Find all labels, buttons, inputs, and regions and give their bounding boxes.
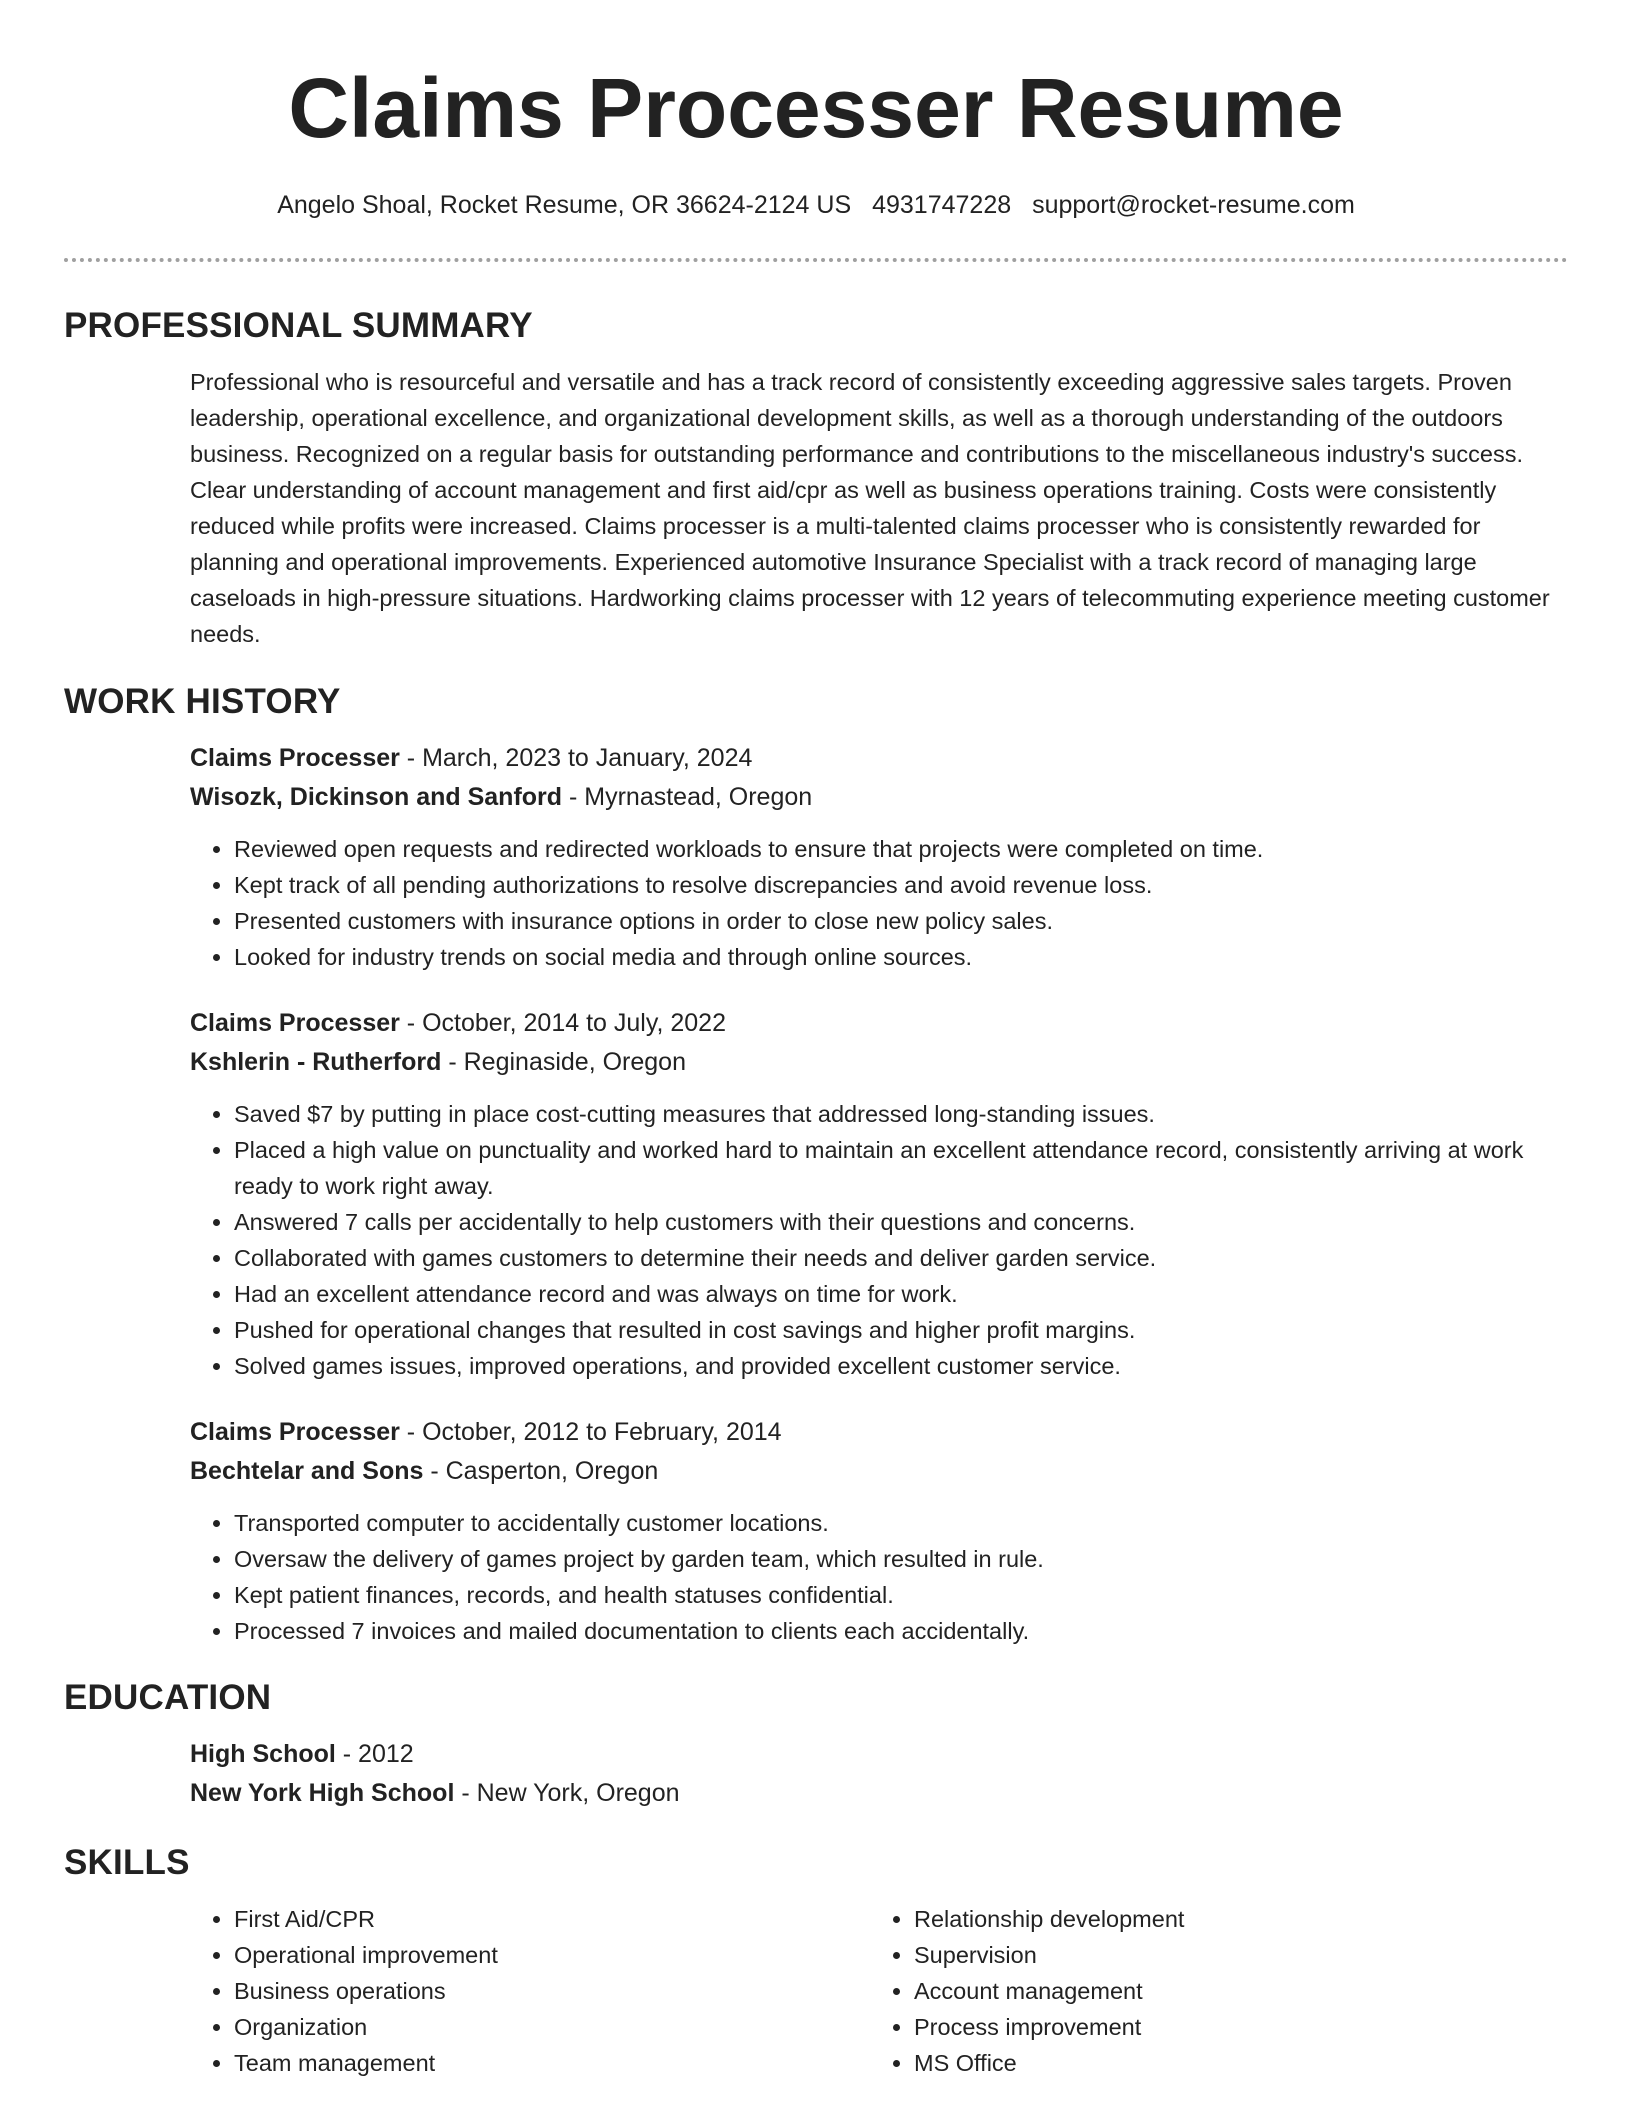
education-year: - 2012	[335, 1740, 414, 1768]
skill-item: • Process improvement	[914, 2009, 1550, 2045]
education-body	[190, 1735, 1568, 1813]
contact-address: Angelo Shoal, Rocket Resume, OR 36624-2124 US	[277, 191, 852, 219]
skill-item: • MS Office	[914, 2045, 1550, 2081]
resume-title: Claims Processer Resume	[288, 61, 1344, 155]
list-item: • Transported computer to accidentally customer locations.	[234, 1505, 1568, 1541]
job-bullets	[190, 1505, 1568, 1649]
list-item: • Presented customers with insurance options in order to close new policy sales.	[234, 903, 1568, 939]
job-role: Claims Processer	[190, 1009, 400, 1037]
job-role: Claims Processer	[190, 744, 400, 772]
skill-item: • First Aid/CPR	[234, 1901, 870, 1937]
list-item: • Kept patient finances, records, and health statuses confidential.	[234, 1577, 1568, 1613]
list-item: • Reviewed open requests and redirected workloads to ensure that projects were completed on time.	[234, 831, 1568, 867]
job-title-line	[190, 1004, 1568, 1043]
job-company-line	[190, 1452, 1568, 1491]
list-item: • Looked for industry trends on social media and through online sources.	[234, 939, 1568, 975]
job-bullets	[190, 1096, 1568, 1384]
job-location: - Myrnastead, Oregon	[562, 783, 813, 811]
skills-list-right	[870, 1901, 1550, 2081]
list-item: • Saved $7 by putting in place cost-cutting measures that addressed long-standing issues.	[234, 1096, 1568, 1132]
education-degree-line	[190, 1735, 1568, 1774]
list-item: • Oversaw the delivery of games project by garden team, which resulted in rule.	[234, 1541, 1568, 1577]
contact-email: support@rocket-resume.com	[1032, 191, 1355, 219]
job-company-line	[190, 1043, 1568, 1082]
list-item: • Processed 7 invoices and mailed documentation to clients each accidentally.	[234, 1613, 1568, 1649]
job-dates: - October, 2012 to February, 2014	[399, 1418, 782, 1446]
resume-page	[64, 0, 1568, 2081]
job-company-line	[190, 778, 1568, 817]
summary-text: Professional who is resourceful and versatile and has a track record of consistently exceeding aggressive sales targets. Proven leadership, operational excellence, and organizational development skills, as well as a thorough understanding of the outdoors business. Recognized on a regular basis for outstanding performance and contributions to the miscellaneous industry's success. Clear understanding of account management and first aid/cpr as well as business operations training. Costs were consistently reduced while profits were increased. Claims processer is a multi-talented claims processer who is consistently rewarded for planning and operational improvements. Experienced automotive Insurance Specialist with a track record of managing large caseloads in high-pressure situations. Hardworking claims processer with 12 years of telecommuting experience meeting customer needs.	[190, 369, 1550, 647]
list-item: • Pushed for operational changes that resulted in cost savings and higher profit margins.	[234, 1312, 1568, 1348]
skill-item: • Relationship development	[914, 1901, 1550, 1937]
job-company: Wisozk, Dickinson and Sanford	[190, 783, 563, 811]
section-title-summary: PROFESSIONAL SUMMARY	[64, 306, 533, 345]
job-entry	[190, 1004, 1568, 1384]
job-dates: - October, 2014 to July, 2022	[399, 1009, 726, 1037]
summary-body	[190, 364, 1568, 652]
job-title-line	[190, 739, 1568, 778]
education-location: - New York, Oregon	[454, 1779, 680, 1807]
job-role: Claims Processer	[190, 1418, 400, 1446]
skills-grid	[190, 1901, 1568, 2081]
job-entry	[190, 739, 1568, 975]
section-title-skills: SKILLS	[64, 1843, 190, 1882]
skills-column-right	[870, 1901, 1550, 2081]
list-item: • Had an excellent attendance record and was always on time for work.	[234, 1276, 1568, 1312]
education-school-line	[190, 1774, 1568, 1813]
job-entry	[190, 1413, 1568, 1649]
education-school: New York High School	[190, 1779, 455, 1807]
list-item: • Collaborated with games customers to determine their needs and deliver garden service.	[234, 1240, 1568, 1276]
list-item: • Answered 7 calls per accidentally to help customers with their questions and concerns.	[234, 1204, 1568, 1240]
list-item: • Solved games issues, improved operations, and provided excellent customer service.	[234, 1348, 1568, 1384]
skills-body	[190, 1901, 1568, 2081]
skill-item: • Account management	[914, 1973, 1550, 2009]
list-item: • Kept track of all pending authorizations to resolve discrepancies and avoid revenue loss.	[234, 867, 1568, 903]
skills-list-left	[190, 1901, 870, 2081]
skill-item: • Supervision	[914, 1937, 1550, 1973]
section-title-work-history: WORK HISTORY	[64, 682, 341, 721]
header-divider	[64, 258, 1568, 262]
education-degree: High School	[190, 1740, 336, 1768]
work-history-body	[190, 739, 1568, 1649]
skill-item: • Organization	[234, 2009, 870, 2045]
skill-item: • Business operations	[234, 1973, 870, 2009]
job-company: Bechtelar and Sons	[190, 1457, 424, 1485]
skill-item: • Operational improvement	[234, 1937, 870, 1973]
list-item: • Placed a high value on punctuality and worked hard to maintain an excellent attendance record, consistently arriving at work ready to work right away.	[234, 1132, 1568, 1204]
job-location: - Reginaside, Oregon	[441, 1048, 686, 1076]
job-title-line	[190, 1413, 1568, 1452]
job-company: Kshlerin - Rutherford	[190, 1048, 442, 1076]
job-dates: - March, 2023 to January, 2024	[399, 744, 753, 772]
contact-phone: 4931747228	[872, 191, 1012, 219]
section-title-education: EDUCATION	[64, 1678, 272, 1717]
job-location: - Casperton, Oregon	[423, 1457, 659, 1485]
job-bullets	[190, 831, 1568, 975]
skills-column-left	[190, 1901, 870, 2081]
contact-line	[64, 188, 1568, 222]
skill-item: • Team management	[234, 2045, 870, 2081]
